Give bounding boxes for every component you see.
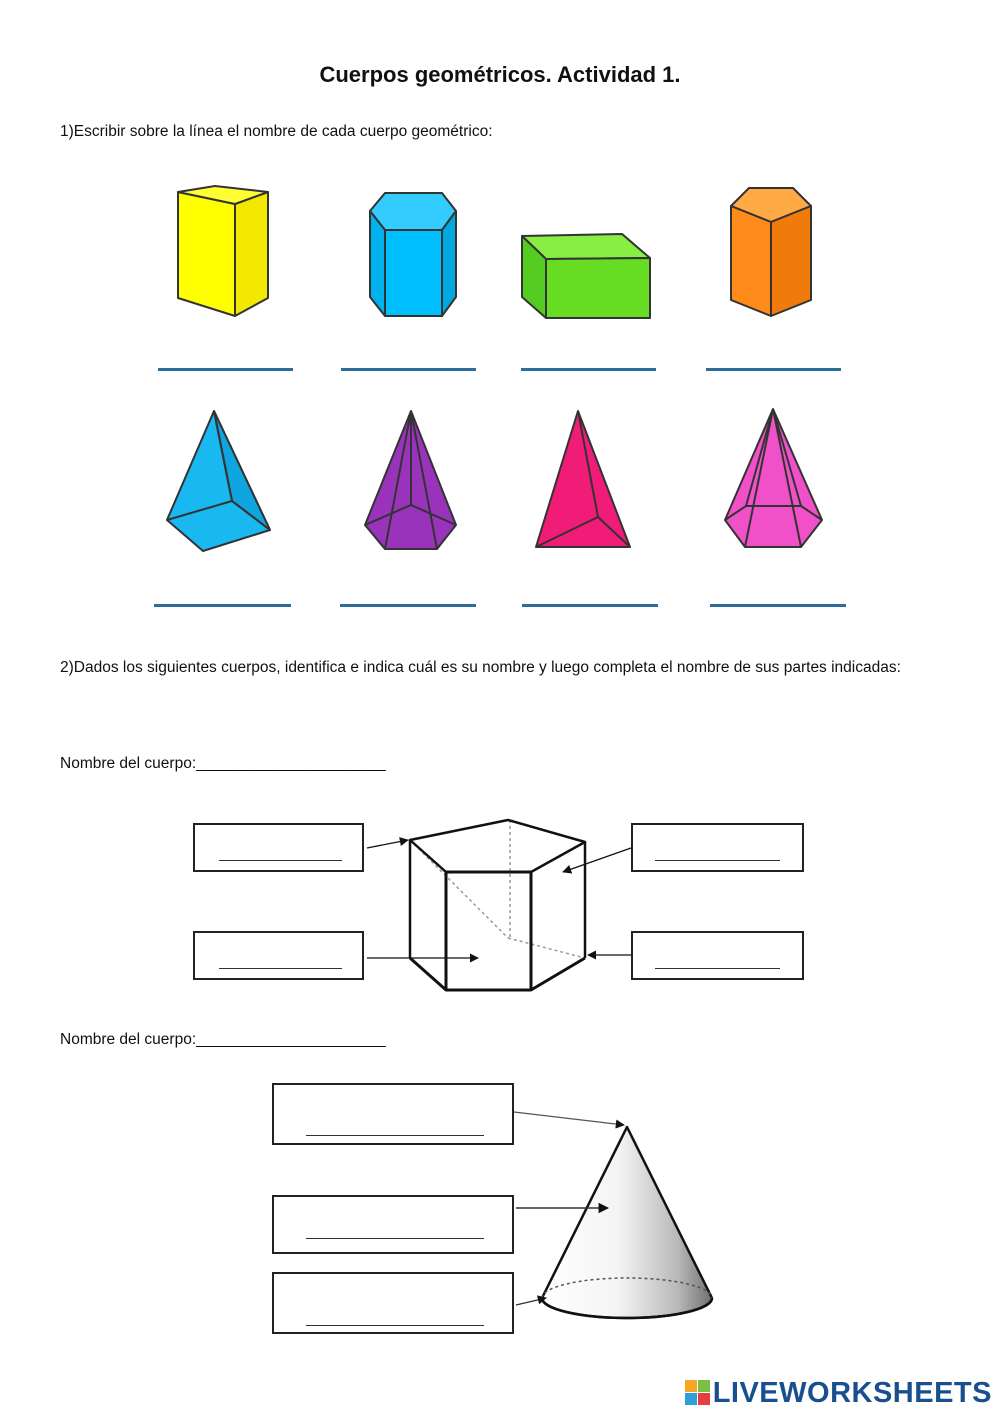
answer-line-4[interactable]	[706, 368, 841, 371]
cone-part-box-lateral-surface[interactable]	[272, 1195, 514, 1254]
question-2-text: 2)Dados los siguientes cuerpos, identifica e indica cuál es su nombre y luego completa el nombre de sus partes indicadas:	[60, 659, 901, 676]
body-name-field-1[interactable]: Nombre del cuerpo:______________________	[60, 755, 386, 772]
answer-line-5[interactable]	[154, 604, 291, 607]
pentagonal-pyramid-figure	[365, 411, 456, 549]
answer-line-3[interactable]	[521, 368, 656, 371]
square-pyramid-figure	[167, 411, 270, 551]
answer-line-2[interactable]	[341, 368, 476, 371]
shapes-illustration	[0, 0, 1000, 640]
pentagonal-prism-diagram	[0, 800, 1000, 1010]
body-name-field-2[interactable]: Nombre del cuerpo:______________________	[60, 1031, 386, 1048]
cone-diagram	[500, 1100, 730, 1330]
brand-logo	[685, 1376, 992, 1410]
hexagonal-prism-figure	[370, 193, 456, 316]
liveworksheets-logo-icon	[685, 1380, 711, 1406]
answer-line-6[interactable]	[340, 604, 476, 607]
triangular-prism-figure	[178, 186, 268, 316]
question-1-text: 1)Escribir sobre la línea el nombre de cada cuerpo geométrico:	[60, 123, 493, 140]
pentagonal-prism-figure	[731, 188, 811, 316]
answer-line-7[interactable]	[522, 604, 658, 607]
triangular-pyramid-figure	[536, 411, 630, 547]
answer-line-1[interactable]	[158, 368, 293, 371]
answer-line-8[interactable]	[710, 604, 846, 607]
hexagonal-pyramid-figure	[725, 409, 822, 547]
page-title: Cuerpos geométricos. Actividad 1.	[319, 62, 681, 87]
cone-part-box-base[interactable]	[272, 1272, 514, 1334]
rectangular-prism-figure	[522, 234, 650, 318]
brand-logo-text: LIVEWORKSHEETS	[712, 1376, 992, 1409]
cone-part-box-vertex[interactable]	[272, 1083, 514, 1145]
